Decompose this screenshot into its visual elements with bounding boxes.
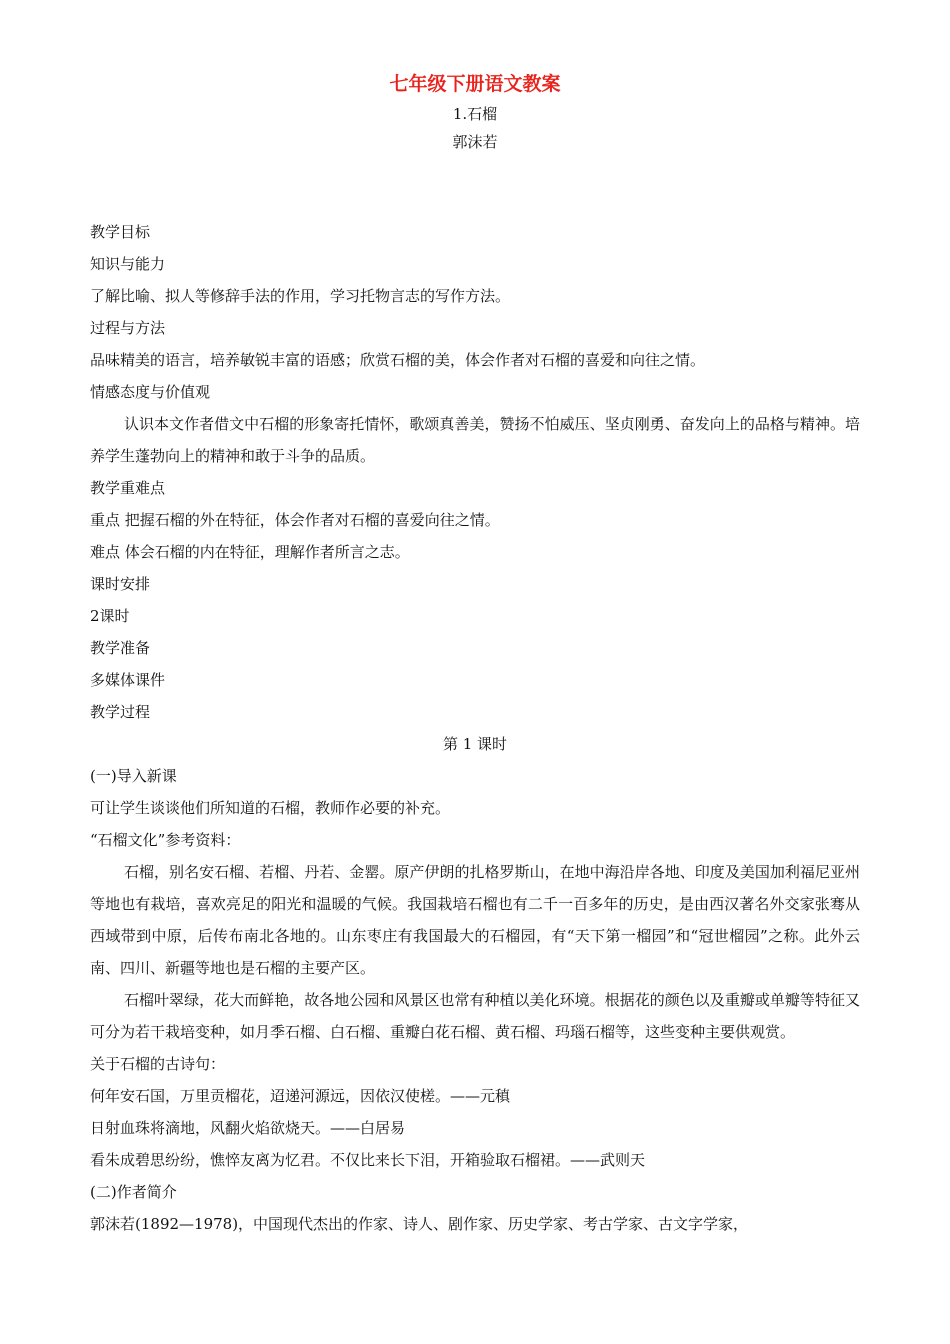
paragraph-difficult: 难点 体会石榴的内在特征，理解作者所言之志。 (90, 543, 410, 561)
paragraph-pomegranate-varieties: 石榴叶翠绿，花大而鲜艳，故各地公园和风景区也常有种植以美化环境。根据花的颜色以及重瓣或单瓣等特征又可分为若干栽培变种，如月季石榴、白石榴、重瓣白花石榴、黄石榴、玛瑙石榴等，这些变种主要供观赏。 (90, 991, 860, 1041)
subheading-reference: “石榴文化”参考资料： (90, 831, 241, 849)
paragraph-key: 重点 把握石榴的外在特征，体会作者对石榴的喜爱向往之情。 (90, 511, 500, 529)
section-heading-process: 教学过程 (90, 703, 151, 721)
lesson-period-title: 第 1 课时 (442, 735, 508, 753)
subheading-process: 过程与方法 (90, 319, 166, 337)
document-title: 七年级下册语文教案 (389, 73, 561, 95)
paragraph-intro: 可让学生谈谈他们所知道的石榴，教师作必要的补充。 (90, 799, 451, 817)
document-body (90, 216, 860, 1240)
subheading-knowledge: 知识与能力 (90, 255, 166, 273)
section-heading-preparation: 教学准备 (90, 639, 151, 657)
subheading-author-intro: (二)作者简介 (90, 1183, 177, 1201)
subheading-intro: (一)导入新课 (90, 767, 177, 785)
paragraph-preparation: 多媒体课件 (90, 671, 166, 689)
section-heading-key-points: 教学重难点 (90, 479, 166, 497)
poem-line: 看朱成碧思纷纷，憔悴友离为忆君。不仅比来长下泪，开箱验取石榴裙。——武则天 (90, 1151, 646, 1169)
paragraph-pomegranate-origin: 石榴，别名安石榴、若榴、丹若、金罂。原产伊朗的扎格罗斯山，在地中海沿岸各地、印度及美国加利福尼亚州等地也有栽培，喜欢亮足的阳光和温暖的气候。我国栽培石榴也有二千一百多年的历史，是由西汉著名外交家张骞从西域带到中原，后传布南北各地的。山东枣庄有我国最大的石榴园，有“天下第一榴园”和“冠世榴园”之称。此外云南、四川、新疆等地也是石榴的主要产区。 (90, 863, 860, 977)
section-heading-schedule: 课时安排 (90, 575, 151, 593)
poem-line: 日射血珠将滴地，风翻火焰欲烧天。——白居易 (90, 1119, 406, 1137)
paragraph-process: 品味精美的语言，培养敏锐丰富的语感；欣赏石榴的美，体会作者对石榴的喜爱和向往之情。 (90, 351, 706, 369)
subheading-emotion: 情感态度与价值观 (90, 383, 211, 401)
paragraph-knowledge: 了解比喻、拟人等修辞手法的作用，学习托物言志的写作方法。 (90, 287, 511, 305)
poem-line: 何年安石国，万里贡榴花，迢递河源远，因依汉使槎。——元稹 (90, 1087, 511, 1105)
section-heading-objectives: 教学目标 (90, 223, 151, 241)
paragraph-emotion: 认识本文作者借文中石榴的形象寄托情怀，歌颂真善美，赞扬不怕威压、坚贞刚勇、奋发向上的品格与精神。培养学生蓬勃向上的精神和敢于斗争的品质。 (90, 415, 860, 465)
lesson-subtitle: 1.石榴 (452, 105, 498, 123)
subheading-poems: 关于石榴的古诗句： (90, 1055, 226, 1073)
paragraph-author-intro: 郭沫若(1892—1978)，中国现代杰出的作家、诗人、剧作家、历史学家、考古学家、古文字学家， (90, 1215, 749, 1233)
paragraph-schedule: 2课时 (90, 607, 130, 625)
lesson-author: 郭沫若 (452, 133, 498, 151)
